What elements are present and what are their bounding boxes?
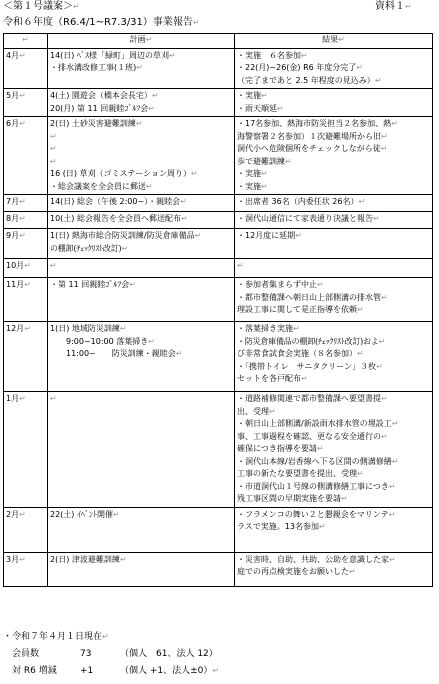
plan-cell xyxy=(48,229,235,259)
month-cell: 6月↵ xyxy=(4,117,48,195)
result-cell xyxy=(235,212,433,229)
diff-label: 対 R6 増減 xyxy=(12,666,57,676)
result-line: ・災害時、自助、共助、公助を意識した家↵ xyxy=(237,554,396,564)
plan-line: の棚卸(ﾁｪｯｸﾘｽﾄ改訂)↵ xyxy=(50,243,129,253)
month-cell: 10月↵ xyxy=(4,259,48,278)
result-cell xyxy=(235,392,433,508)
result-line: セットを各戸配布↵ xyxy=(237,374,308,383)
plan-line: 1(日) 熱海市総合防災訓練/防災倉庫備品↵ xyxy=(50,231,202,240)
result-line: ・17名参加、熱海市防災担当２名参加、熱↵ xyxy=(237,119,398,128)
month-cell: 3月↵ xyxy=(4,552,48,586)
result-line: 確保につき指導を要請↵ xyxy=(237,444,324,453)
table-row xyxy=(4,259,433,278)
plan-cell xyxy=(48,507,235,552)
plan-line: 10(土) 総会報告を全会員へ郵送配布↵ xyxy=(50,214,188,223)
result-line: ラスで実施。13名参加↵ xyxy=(237,522,326,531)
result-line: ・都市整備課へ朝日山上部側溝の排水管↵ xyxy=(237,292,388,302)
month-label: 1月 xyxy=(6,394,20,403)
plan-line: ・第 11 回親睦ｺﾞﾙﾌ会↵ xyxy=(50,280,136,289)
month-label: 2月 xyxy=(6,509,20,519)
plan-line: 9:00~10:00 落葉掃き↵ xyxy=(50,336,155,346)
result-line: ・雨天順延↵ xyxy=(237,103,284,113)
plan-line: ↵ xyxy=(50,131,57,141)
plan-line: 20(月) 第 11 回親睦ｺﾞﾙﾌ会↵ xyxy=(50,103,155,113)
plan-line: 1(日) 地域防災訓練↵ xyxy=(50,324,127,333)
result-line: ・落葉掃き実施↵ xyxy=(237,324,300,333)
result-line: び非常食試食会実施（８名参加）↵ xyxy=(237,349,364,358)
plan-line: ・排水溝改修工事(１班)↵ xyxy=(50,63,143,72)
plan-line: 22(土) ｲﾍﾞﾝﾄ開催↵ xyxy=(50,509,120,519)
month-cell: 11月↵ xyxy=(4,278,48,322)
result-cell xyxy=(235,322,433,392)
result-cell xyxy=(235,229,433,259)
month-label: 5月 xyxy=(6,91,20,100)
result-cell xyxy=(235,278,433,322)
member-diff-line: 対 R6 増減 +1 （個人 +1、法人±0）↵ xyxy=(12,666,220,676)
members-value: 73 xyxy=(80,649,92,659)
table-row xyxy=(4,48,433,89)
plan-cell xyxy=(48,552,235,586)
plan-line: ・総会議案を全会員に郵送↵ xyxy=(50,181,153,191)
as-of-date: ・令和７年４月１日現在↵ xyxy=(3,632,109,642)
plan-cell: ↵ xyxy=(48,259,235,278)
result-cell xyxy=(235,507,433,552)
month-cell: 12月↵ xyxy=(4,322,48,392)
month-label: 10月 xyxy=(6,261,25,270)
table-row xyxy=(4,195,433,212)
plan-cell xyxy=(48,117,235,195)
month-cell: 5月↵ xyxy=(4,89,48,117)
month-cell: 8月↵ xyxy=(4,212,48,229)
plan-cell xyxy=(48,48,235,89)
table-row xyxy=(4,507,433,552)
table-row xyxy=(4,278,433,322)
table-row xyxy=(4,552,433,586)
activity-report-table xyxy=(3,33,433,587)
month-cell: 7月↵ xyxy=(4,195,48,212)
result-line: ・実施↵ xyxy=(237,91,268,100)
month-label: 6月 xyxy=(6,119,20,128)
plan-cell xyxy=(48,322,235,392)
result-line: 工事の新たな要望書を提出、受理↵ xyxy=(237,469,364,478)
plan-line: 2(日) 津波避難訓練↵ xyxy=(50,554,127,564)
plan-cell xyxy=(48,195,235,212)
result-line: ・「携帯トイレ サニタクリーン」３枚↵ xyxy=(237,361,383,371)
header-cell-month: ↵ xyxy=(4,34,48,49)
plan-line: 14(日) ﾍﾞｽ様「緑町」周辺の草刈↵ xyxy=(50,50,176,60)
result-cell xyxy=(235,89,433,117)
result-line: 残工事区間の早期実施を要請↵ xyxy=(237,494,348,503)
result-line: ・参加者集まらず中止↵ xyxy=(237,280,324,289)
table-row xyxy=(4,117,433,195)
result-line: 庭での再点検実施をお願いした↵ xyxy=(237,567,356,576)
result-line: ・洞代山通信にて家表通り決議と報告↵ xyxy=(237,214,380,223)
month-label: 7月 xyxy=(6,197,20,206)
agenda-label: ＜第１号議案＞↵ xyxy=(3,1,80,12)
result-cell xyxy=(235,117,433,195)
month-cell: 9月↵ xyxy=(4,229,48,259)
header-cell-plan: 計画↵ xyxy=(48,34,235,49)
result-line: 理設工事に関して是正指導を依頼↵ xyxy=(237,305,364,314)
result-cell xyxy=(235,552,433,586)
plan-cell: ↵ xyxy=(48,392,235,508)
result-line: ・フラメンコの舞い２と懇親会をマリンテ↵ xyxy=(237,509,396,519)
month-label: 3月 xyxy=(6,554,20,564)
plan-line: ↵ xyxy=(50,156,57,166)
result-line: 洞代小へ危険個所をチェックしながら徒↵ xyxy=(237,144,388,153)
table-row xyxy=(4,392,433,508)
result-cell xyxy=(235,195,433,212)
members-label: 会員数 xyxy=(12,649,40,659)
result-line: ・12月度に延期↵ xyxy=(237,231,302,240)
result-line: 歩で避難訓練↵ xyxy=(237,156,292,166)
table-row xyxy=(4,212,433,229)
result-line: ・市道洞代山１号線の側溝修繕工事につき↵ xyxy=(237,481,396,491)
diff-value: +1 xyxy=(80,666,94,676)
plan-line: 14(日) 総会（午後 2:00~）・親睦会↵ xyxy=(50,197,187,206)
result-line: （完了まであと 2.5 年程度の見込み）↵ xyxy=(237,75,382,85)
document-number: 資料１↵ xyxy=(375,1,412,12)
member-count-line xyxy=(12,648,218,660)
members-detail: （個人 61、法人 12） xyxy=(120,649,218,659)
result-line: ・防災倉庫備品の棚卸(ﾁｪｯｸﾘｽﾄ改訂)およ↵ xyxy=(237,336,386,346)
plan-line: 11:00~ 防災訓練・親睦会↵ xyxy=(50,349,183,358)
plan-cell xyxy=(48,89,235,117)
month-cell: 4月↵ xyxy=(4,48,48,89)
month-label: 4月 xyxy=(6,50,20,60)
result-line: ・実施 ６名参加↵ xyxy=(237,50,308,60)
result-line: ・道路補修関連で都市整備課へ要望書提↵ xyxy=(237,394,388,403)
header-cell-result: 結果↵ xyxy=(235,34,433,49)
month-label: 8月 xyxy=(6,214,20,223)
plan-cell xyxy=(48,212,235,229)
plan-line: 4(土) 園遊会（橋本会長宅）↵ xyxy=(50,91,159,100)
report-title: 令和６年度（R6.4/1~R7.3/31）事業報告↵ xyxy=(3,17,200,28)
result-cell xyxy=(235,48,433,89)
month-cell: 1月↵ xyxy=(4,392,48,508)
table-row xyxy=(4,89,433,117)
result-line: 事、工事過程を確認、更なる安全通行の↵ xyxy=(237,431,388,441)
plan-line: 16 (日) 草刈（ゴミステーション周り）↵ xyxy=(50,169,198,178)
result-line: ・出席者 36名（内委任状 26名）↵ xyxy=(237,197,366,206)
month-label: 9月 xyxy=(6,231,20,240)
plan-line: 2(日) 土砂災害避難訓練↵ xyxy=(50,119,143,128)
table-row xyxy=(4,322,433,392)
plan-cell xyxy=(48,278,235,322)
table-row xyxy=(4,229,433,259)
result-line: 出、受理↵ xyxy=(237,406,276,416)
month-cell: 2月↵ xyxy=(4,507,48,552)
result-cell: ↵ xyxy=(235,259,433,278)
result-line: ・22(月)~26(金) R6 年度分完了↵ xyxy=(237,63,363,72)
result-line: ・朝日山上部側溝/新設雨水排水管の埋設工↵ xyxy=(237,419,399,428)
result-line: ・洞代山本線/岩香線へ下る区間の側溝修繕↵ xyxy=(237,456,399,466)
diff-detail: （個人 +1、法人±0） xyxy=(120,666,213,676)
result-line: ・実施↵ xyxy=(237,169,268,178)
result-line: 海警察署２名参加）１次避難場所から旧↵ xyxy=(237,131,388,141)
table-header-row xyxy=(4,34,433,49)
month-label: 11月 xyxy=(6,280,25,289)
month-label: 12月 xyxy=(6,324,25,333)
plan-line: ↵ xyxy=(50,144,57,153)
result-line: ・実施↵ xyxy=(237,181,268,191)
